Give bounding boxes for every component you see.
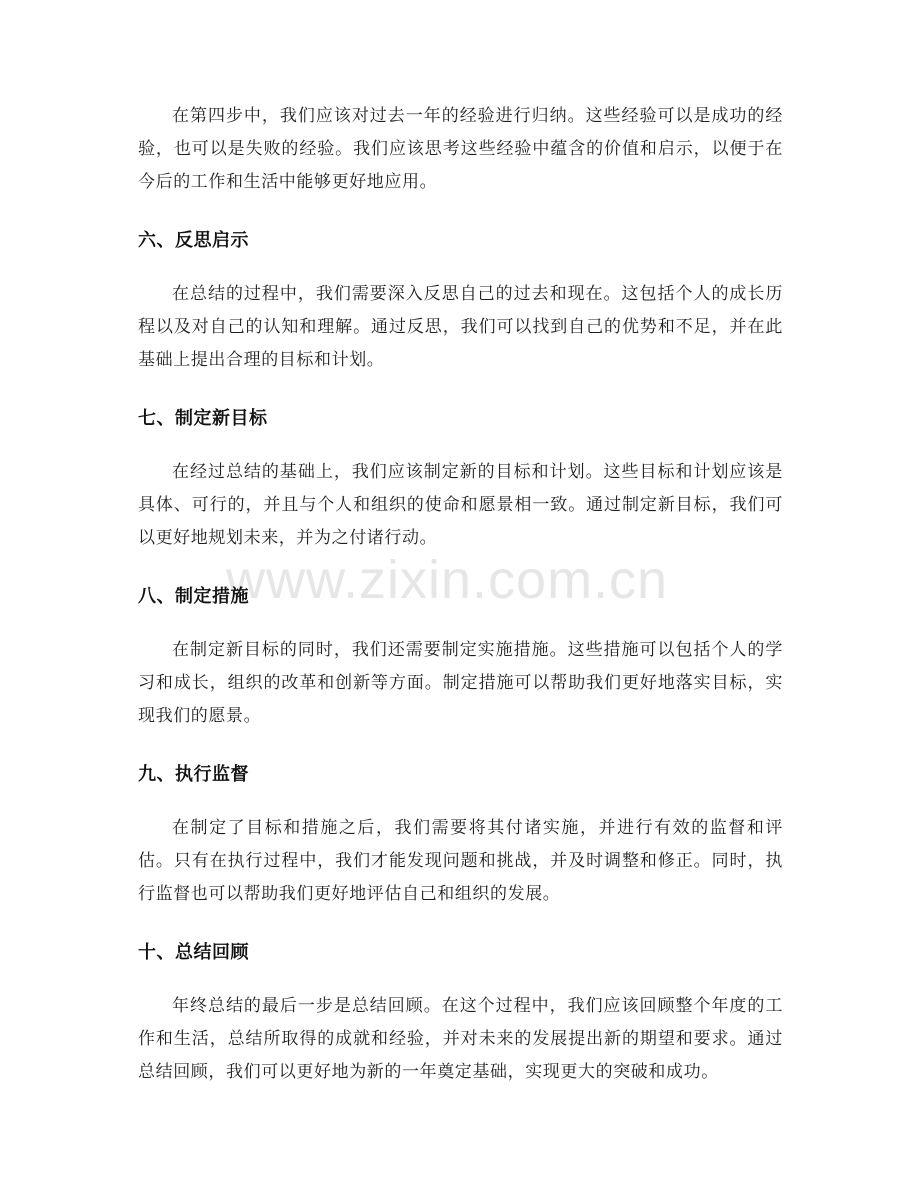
section-measures bbox=[138, 580, 783, 733]
section-supervision bbox=[138, 758, 783, 911]
watermark-text: www.zixin.com.cn bbox=[226, 550, 669, 610]
section-heading: 六、反思启示 bbox=[138, 230, 249, 251]
section-paragraph: 在制定了目标和措施之后，我们需要将其付诸实施，并进行有效的监督和评估。只有在执行过程中，我们才能发现问题和挑战，并及时调整和修正。同时，执行监督也可以帮助我们更好地评估自己和组织的发展。 bbox=[138, 818, 783, 904]
section-heading: 八、制定措施 bbox=[138, 586, 249, 607]
section-heading: 九、执行监督 bbox=[138, 764, 249, 785]
section-heading: 十、总结回顾 bbox=[138, 942, 249, 963]
section-reflection bbox=[138, 224, 783, 377]
section-heading: 七、制定新目标 bbox=[138, 408, 268, 429]
section-paragraph: 在总结的过程中，我们需要深入反思自己的过去和现在。这包括个人的成长历程以及对自己的认知和理解。通过反思，我们可以找到自己的优势和不足，并在此基础上提出合理的目标和计划。 bbox=[138, 284, 783, 370]
document-body bbox=[138, 100, 783, 1089]
section-paragraph: 在经过总结的基础上，我们应该制定新的目标和计划。这些目标和计划应该是具体、可行的，并且与个人和组织的使命和愿景相一致。通过制定新目标，我们可以更好地规划未来，并为之付诸行动。 bbox=[138, 462, 783, 548]
section-paragraph: 年终总结的最后一步是总结回顾。在这个过程中，我们应该回顾整个年度的工作和生活，总结所取得的成就和经验，并对未来的发展提出新的期望和要求。通过总结回顾，我们可以更好地为新的一年奠定基础，实现更大的突破和成功。 bbox=[138, 996, 783, 1082]
section-new-goals bbox=[138, 402, 783, 555]
section-paragraph: 在制定新目标的同时，我们还需要制定实施措施。这些措施可以包括个人的学习和成长，组织的改革和创新等方面。制定措施可以帮助我们更好地落实目标，实现我们的愿景。 bbox=[138, 640, 783, 726]
section-review bbox=[138, 936, 783, 1089]
intro-paragraph: 在第四步中，我们应该对过去一年的经验进行归纳。这些经验可以是成功的经验，也可以是失败的经验。我们应该思考这些经验中蕴含的价值和启示，以便于在今后的工作和生活中能够更好地应用。 bbox=[138, 106, 783, 192]
